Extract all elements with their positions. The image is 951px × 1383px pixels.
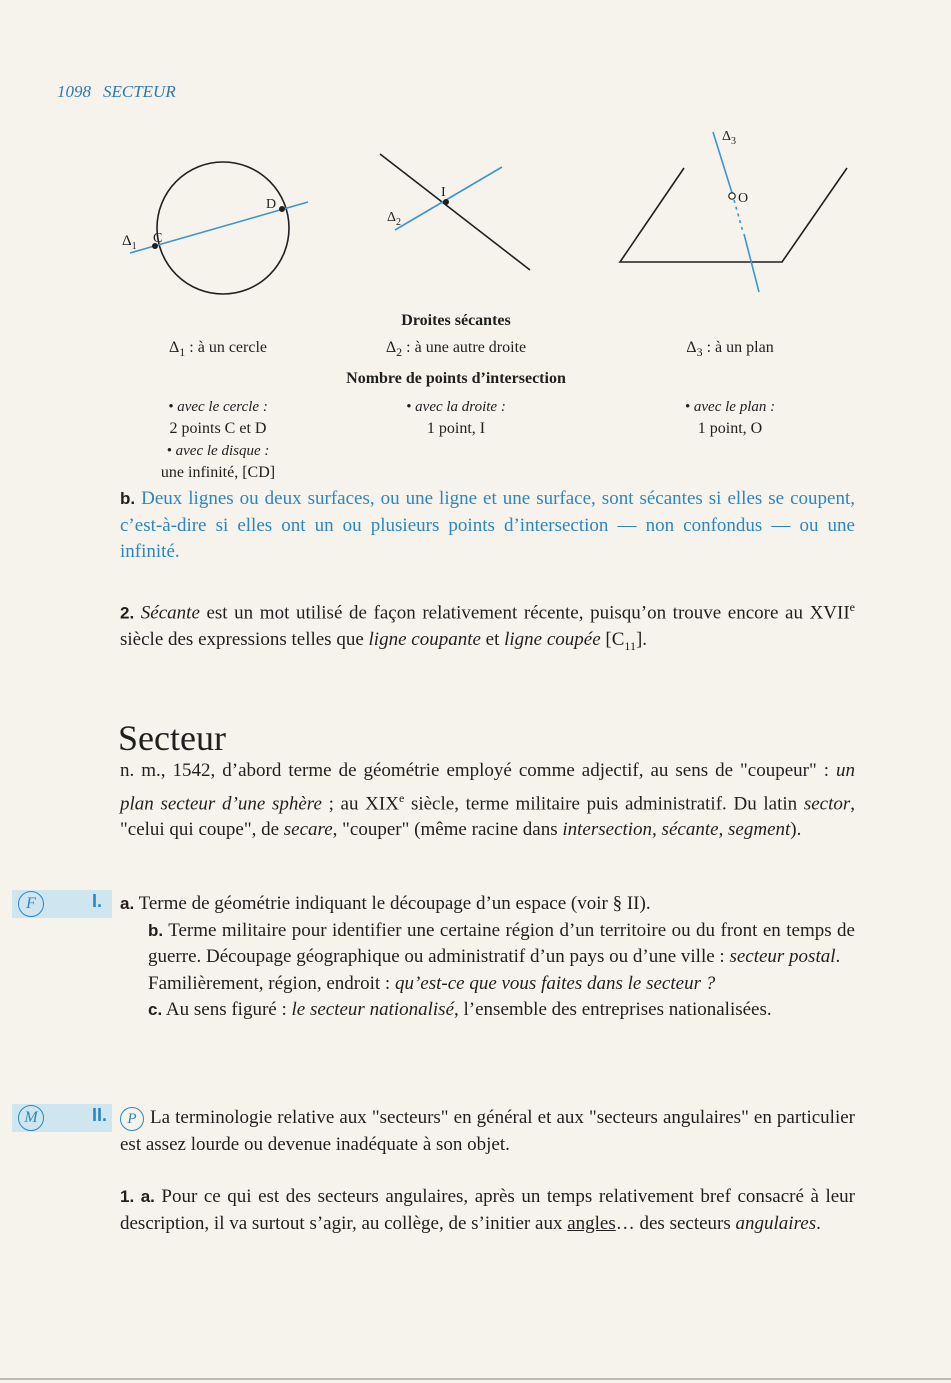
paragraph-b: b. Deux lignes ou deux surfaces, ou une ligne et une surface, sont sécantes si elles se coupent, c’est-à-dire si elles ont un ou plusieurs points d’intersection — non confondus — ou une infinité. [120, 488, 855, 562]
section-i-body: a. Terme de géométrie indiquant le découpage d’un espace (voir § II). b. Terme militaire pour identifier une certaine région d’un territoire ou du front en temps de guerre. Découpage géographique ou administratif d’un pays ou d’une ville : secteur postal. Familièrement, région, endroit : qu’est-ce que vous faites dans le secteur ? c. Au sens figuré : le secteur nationalisé, l’ensemble des entreprises nationalisées. [120, 893, 855, 1020]
line-black [380, 154, 530, 270]
page-number: 1098 [57, 82, 91, 101]
label-o: O [738, 191, 749, 206]
delta1-label: $\Delta_1$ [122, 233, 137, 252]
caption-col2: $\Delta_2$ : à une autre droite [385, 339, 527, 360]
col3-intersections: • avec le plan : 1 point, O [684, 399, 776, 437]
margin-letter-p: P [120, 1107, 144, 1131]
point-o [729, 193, 735, 199]
col2-intersections: • avec la droite : 1 point, I [406, 399, 506, 437]
section-ii-body: P La terminologie relative aux "secteurs" en général et aux "secteurs angulaires" en particulier est assez lourde ou devenue inadéquate à son objet. [120, 1107, 855, 1155]
figure-caption-title: Droites sécantes [401, 312, 511, 329]
section-ii-number: II. [92, 1105, 108, 1125]
section-ii-marker [12, 1104, 112, 1132]
caption-col1: $\Delta_1$ : à un cercle [168, 339, 268, 360]
delta2-label: $\Delta_2$ [387, 210, 402, 228]
caption-col3: $\Delta_3$ : à un plan [686, 339, 774, 360]
col1-intersections: • avec le cercle : 2 points C et D • avec le disque : une infinité, [CD] [160, 399, 276, 481]
paragraph-1a: 1. a. Pour ce qui est des secteurs angulaires, après un temps relativement bref consacré à leur description, il va surtout s’agir, au collège, de s’initier aux angles… des secteurs angulaires. [120, 1186, 855, 1234]
delta2-line [395, 167, 502, 230]
section-i-number: I. [92, 891, 103, 911]
margin-letter-m: M [18, 1105, 44, 1131]
page-header [57, 82, 176, 102]
section-i-marker [12, 890, 112, 918]
page-bottom-edge [0, 1378, 951, 1380]
running-title: SECTEUR [103, 82, 176, 101]
secant-lines-figure [110, 120, 870, 300]
margin-letter-f: F [18, 891, 44, 917]
label-c: C [153, 231, 163, 246]
entry-definition: n. m., 1542, d’abord terme de géométrie employé comme adjectif, au sens de "coupeur" : un plan secteur d’une sphère ; au XIXe siècle, terme militaire puis administratif. Du latin sector, "celui qui coupe", de secare, "couper" (même racine dans intersection, sécante, segment). [120, 760, 856, 841]
entry-title: Secteur [118, 718, 226, 758]
point-d [279, 206, 285, 212]
delta3-line-bottom [744, 234, 759, 292]
circle-shape [157, 162, 289, 294]
label-d: D [266, 197, 277, 212]
delta3-label: $\Delta_3$ [722, 129, 737, 147]
paragraph-2: 2. Sécante est un mot utilisé de façon relativement récente, puisqu’on trouve encore au XVIIe siècle des expressions telles que ligne coupante et ligne coupée $[C_{11}]$. [120, 600, 855, 653]
plane-shape [620, 168, 847, 262]
intersection-title: Nombre de points d’intersection [346, 370, 566, 387]
label-i: I [441, 185, 446, 200]
